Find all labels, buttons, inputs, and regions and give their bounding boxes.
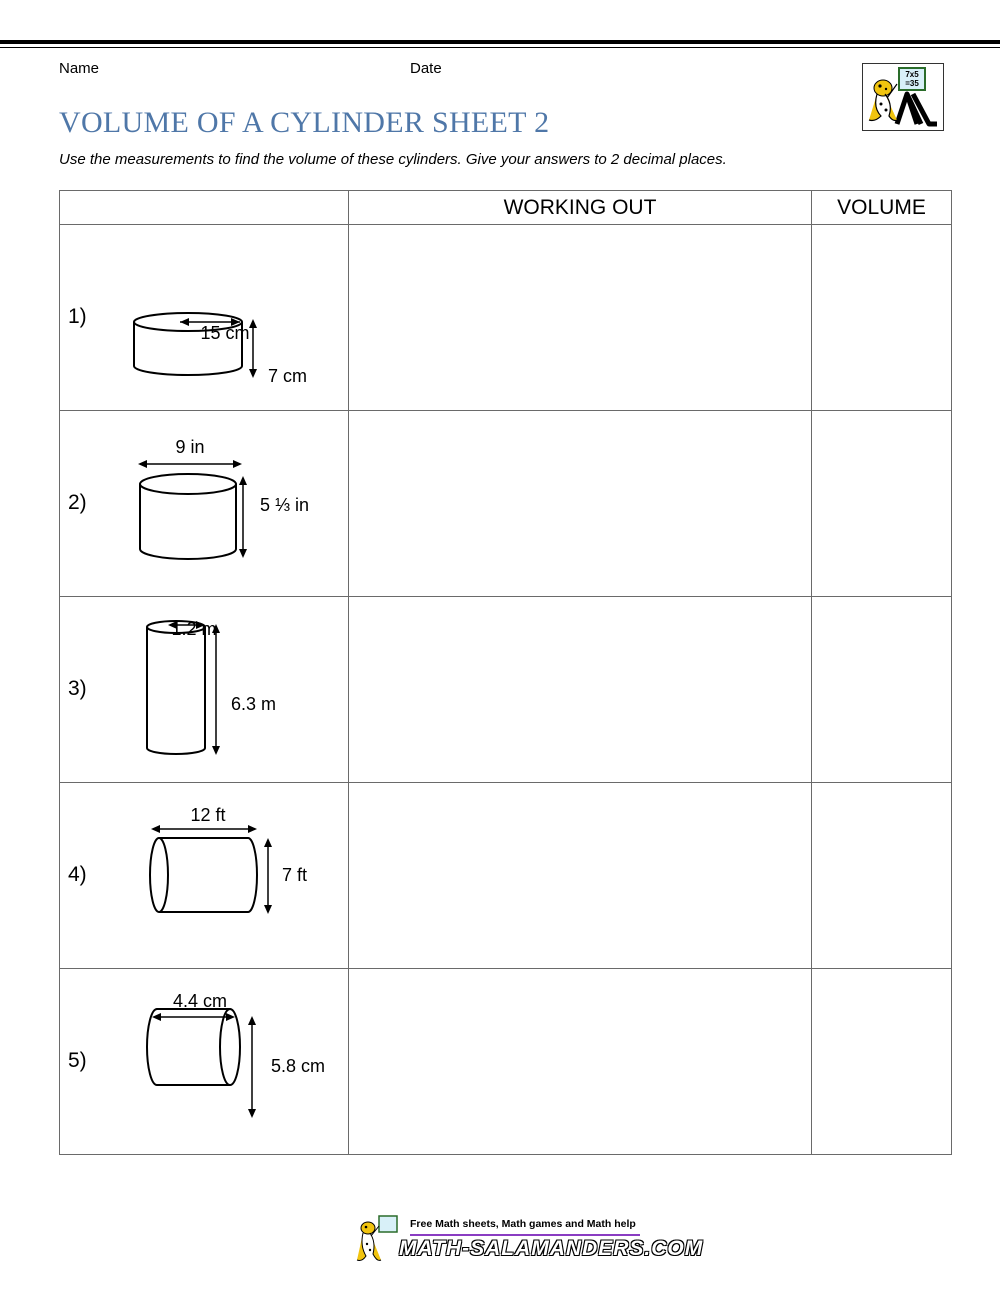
volume-answer-cell-2[interactable] [812, 411, 952, 597]
height-label: 7 ft [282, 865, 308, 885]
question-row-3 [60, 597, 952, 783]
name-label: Name [59, 60, 100, 77]
question-number: 1) [68, 305, 87, 328]
diameter-label: 15 cm [200, 323, 250, 343]
logo-text-bottom: =35 [905, 79, 919, 88]
question-number: 3) [68, 677, 87, 700]
date-label: Date [410, 60, 442, 77]
header-cell-volume: VOLUME [812, 191, 952, 225]
working-out-cell-5[interactable] [349, 969, 812, 1155]
footer-logo[interactable] [355, 1212, 704, 1268]
working-out-cell-3[interactable] [349, 597, 812, 783]
salamander-logo [862, 63, 944, 131]
volume-answer-cell-3[interactable] [812, 597, 952, 783]
volume-answer-cell-4[interactable] [812, 783, 952, 969]
table-header-row [60, 191, 952, 225]
height-label: 5 ⅓ in [260, 495, 310, 515]
logo-text-top: 7x5 [905, 70, 919, 79]
cylinder-figure-1 [60, 225, 348, 410]
instructions: Use the measurements to find the volume of these cylinders. Give your answers to 2 decimal places. [59, 151, 727, 168]
diameter-label: 1.2 m [171, 619, 217, 639]
cylinder-figure-3 [60, 597, 348, 782]
diameter-label: 4.4 cm [172, 991, 228, 1011]
cylinder-figure-2 [60, 411, 348, 596]
footer-site-name[interactable]: MATH-SALAMANDERS.COM [399, 1237, 704, 1260]
question-number: 5) [68, 1049, 87, 1072]
figure-cell-1 [60, 225, 349, 411]
working-out-cell-4[interactable] [349, 783, 812, 969]
header-cell-working-out: WORKING OUT [349, 191, 812, 225]
question-number: 2) [68, 491, 87, 514]
worksheet-table [59, 190, 952, 1155]
height-label: 7 cm [268, 366, 308, 386]
cylinder-figure-4 [60, 783, 348, 968]
header-cell-figure [60, 191, 349, 225]
page-title: VOLUME OF A CYLINDER SHEET 2 [59, 106, 550, 139]
working-out-cell-1[interactable] [349, 225, 812, 411]
question-number: 4) [68, 863, 87, 886]
header-rule-thick [0, 40, 1000, 44]
diameter-label: 9 in [175, 437, 205, 457]
figure-cell-3 [60, 597, 349, 783]
volume-answer-cell-1[interactable] [812, 225, 952, 411]
header-rule-thin [0, 47, 1000, 48]
height-label: 6.3 m [231, 694, 277, 714]
figure-cell-2 [60, 411, 349, 597]
footer-underline [410, 1234, 640, 1236]
question-row-1 [60, 225, 952, 411]
question-row-4 [60, 783, 952, 969]
volume-answer-cell-5[interactable] [812, 969, 952, 1155]
footer-tagline: Free Math sheets, Math games and Math help [410, 1218, 636, 1230]
diameter-label: 12 ft [190, 805, 226, 825]
figure-cell-4 [60, 783, 349, 969]
working-out-cell-2[interactable] [349, 411, 812, 597]
question-row-5 [60, 969, 952, 1155]
figure-cell-5 [60, 969, 349, 1155]
cylinder-figure-5 [60, 969, 348, 1154]
height-label: 5.8 cm [271, 1056, 326, 1076]
salamander-icon [355, 1214, 399, 1266]
salamander-logo-icon [863, 64, 943, 130]
question-row-2 [60, 411, 952, 597]
